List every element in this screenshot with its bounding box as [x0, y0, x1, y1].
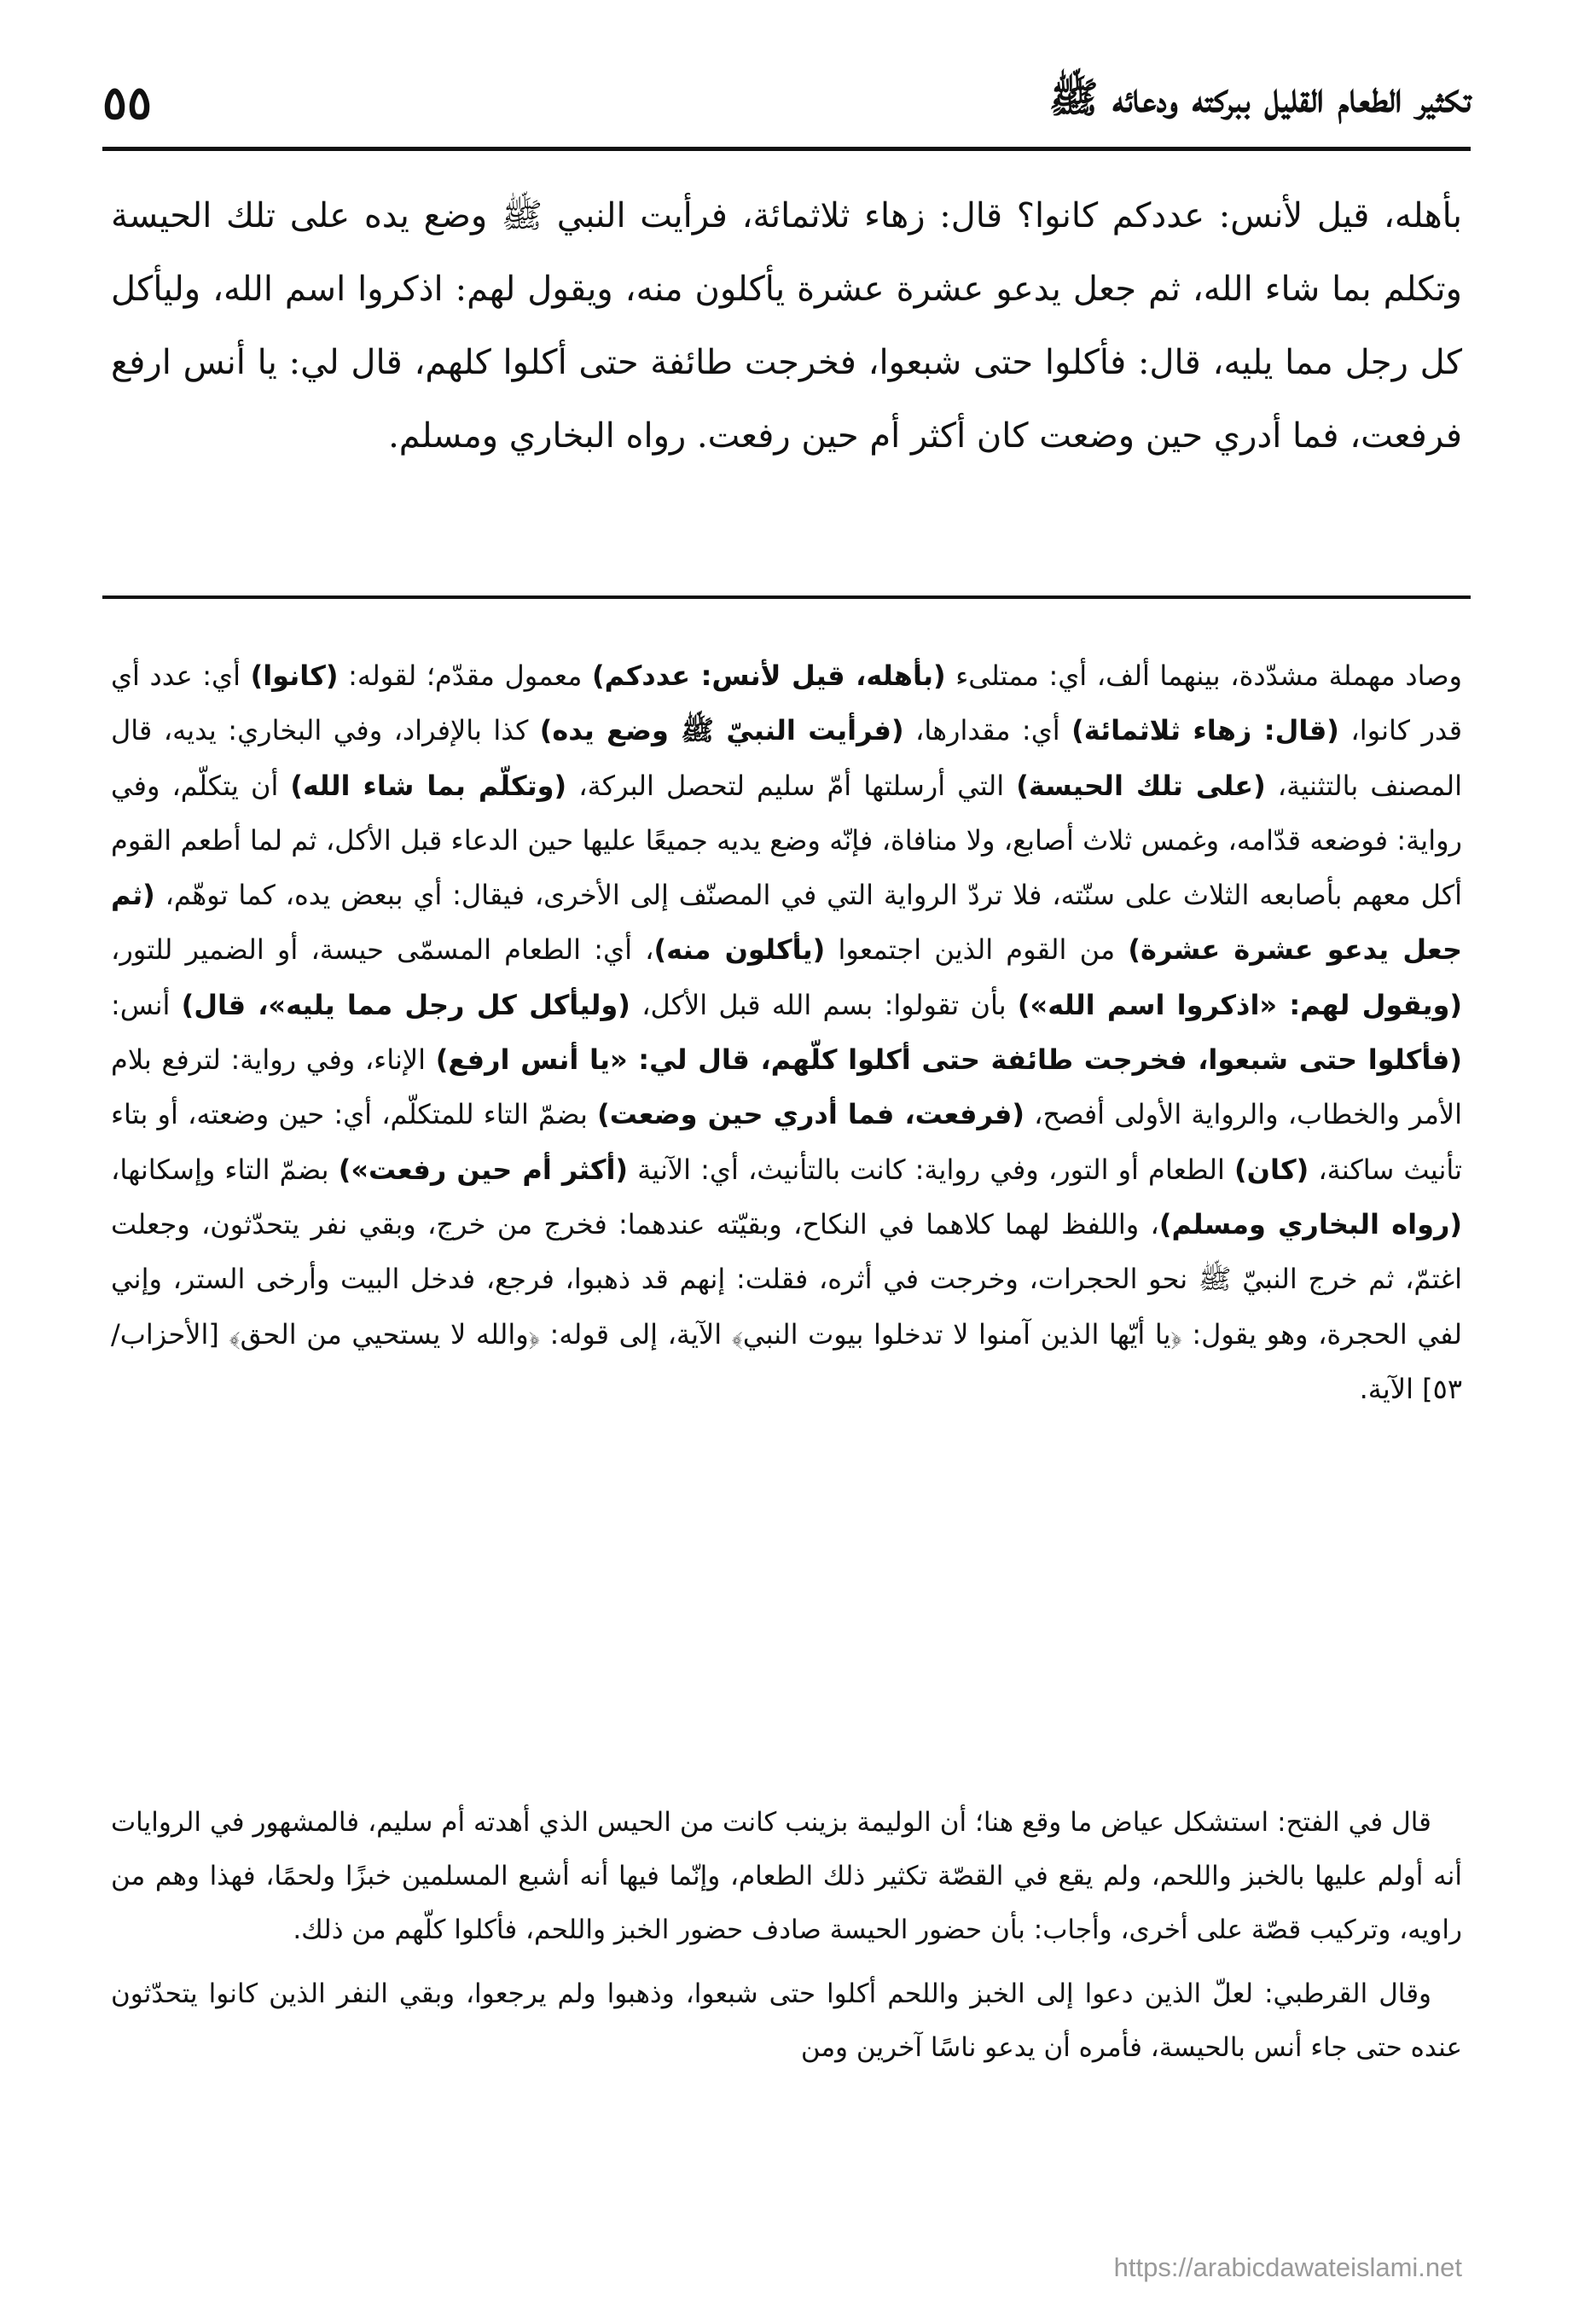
commentary-quote: (وليأكل كل رجل مما يليه»، قال): [181, 988, 630, 1021]
commentary-segment: بضمّ التاء وإسكانها،: [111, 1153, 339, 1186]
commentary-quote: (كان): [1234, 1153, 1309, 1186]
paragraph-qurtubi: وقال القرطبي: لعلّ الذين دعوا إلى الخبز واللحم أكلوا حتى شبعوا، وذهبوا ولم يرجعوا، وبقي النفر الذين كانوا يتحدّثون عنده حتى جاء أنس بالحيسة، فأمره أن يدعو ناسًا آخرين ومن: [111, 1978, 1462, 2063]
commentary-segment: وصاد مهملة مشدّدة، بينهما ألف، أي: ممتلىء: [945, 659, 1463, 692]
commentary-segment: ، أي: الطعام المسمّى حيسة، أو الضمير للتور،: [111, 933, 654, 967]
commentary-segment: ، واللفظ لهما كلاهما في النكاح، وبقيّته عندهما: فخرج من خرج، وبقي نفر يتحدّثون، وجعلت اغتمّ، ثم خرج النبيّ ﷺ نحو الحجرات، وخرجت في أثره، فقلت: إنهم قد ذهبوا، فرجع، فدخل البيت وأرخى الستر، وإني لفي الحجرة، وهو يقول: ﴿يا أيّها الذين آمنوا لا تدخلوا بيوت النبي﴾ الآية، إلى قوله: ﴿والله لا يستحيي من الحق﴾ [الأحزاب/٥٣] الآية.: [111, 1207, 1462, 1405]
commentary-quote: (على تلك الحيسة): [1016, 769, 1266, 802]
commentary-quote: (قال: زهاء ثلاثمائة): [1071, 714, 1339, 747]
section-divider: [102, 596, 1471, 599]
commentary-quote: (يأكلون منه): [653, 933, 826, 967]
commentary-segment: أنس:: [111, 988, 182, 1021]
paragraph-fath: قال في الفتح: استشكل عياض ما وقع هنا؛ أن الوليمة بزينب كانت من الحيس الذي أهدته أم سليم، فالمشهور في الروايات أنه أولم عليها بالخبز واللحم، ولم يقع في القصّة تكثير ذلك الطعام، وإنّما فيها أنه أشبع المسلمين خبزًا ولحمًا، فهذا وهم من راويه، وتركيب قصّة على أخرى، وأجاب: بأن حضور الحيسة صادف حضور الخبز واللحم، فأكلوا كلّهم من ذلك.: [111, 1807, 1462, 1945]
commentary-quote: (فرأيت النبيّ ﷺ وضع يده): [539, 714, 904, 747]
commentary-quote: (ثم جعل يدعو عشرة عشرة): [111, 879, 1463, 967]
commentary-segment: بضمّ التاء للمتكلّم، أي: حين وضعته، أو بتاء تأنيث ساكنة،: [111, 1098, 1463, 1186]
page-number: ٥٥: [102, 75, 153, 130]
commentary-quote: (بأهله، قيل لأنس: عددكم): [591, 659, 946, 692]
commentary-quote: (رواه البخاري ومسلم): [1158, 1207, 1463, 1240]
commentary-quote: (وتكلّم بما شاء الله): [290, 769, 567, 802]
commentary-quote: (أكثر أم حين رفعت»): [338, 1153, 629, 1186]
commentary-segment: التي أرسلتها أمّ سليم لتحصل البركة،: [566, 769, 1017, 802]
commentary-text: [111, 648, 1462, 1740]
commentary-segment: أي: مقدارها،: [903, 714, 1072, 747]
commentary-quote: (ويقول لهم: «اذكروا اسم الله»): [1017, 988, 1463, 1021]
hadith-text: بأهله، قيل لأنس: عددكم كانوا؟ قال: زهاء ثلاثمائة، فرأيت النبي ﷺ وضع يده على تلك الحيسة وتكلم بما شاء الله، ثم جعل يدعو عشرة عشرة يأكلون منه، ويقول لهم: اذكروا اسم الله، وليأكل كل رجل مما يليه، قال: فأكلوا حتى شبعوا، فخرجت طائفة حتى أكلوا كلهم، قال لي: يا أنس ارفع فرفعت، فما أدري حين وضعت كان أكثر أم حين رفعت. رواه البخاري ومسلم.: [111, 196, 1462, 456]
commentary-segment: بأن تقولوا: بسم الله قبل الأكل،: [630, 988, 1018, 1021]
commentary-quote: (كانوا): [250, 659, 339, 692]
commentary-quote: (فأكلوا حتى شبعوا، فخرجت طائفة حتى أكلوا كلّهم، قال لي: «يا أنس ارفع): [435, 1043, 1463, 1077]
page-header: [102, 60, 1471, 145]
commentary-segment: من القوم الذين اجتمعوا: [825, 933, 1129, 967]
further-commentary: [111, 1796, 1462, 2154]
running-title: تكثير الطعام القليل ببركته ودعائه ﷺ: [1048, 73, 1471, 122]
commentary-segment: الإناء، وفي رواية: لترفع بلام الأمر والخطاب، والرواية الأولى أفصح،: [111, 1043, 1463, 1131]
commentary-segment: أن يتكلّم، وفي رواية: فوضعه قدّامه، وغمس ثلاث أصابع، ولا منافاة، فإنّه وضع يديه جميعًا عليها حين الدعاء قبل الأكل، ثم لما أطعم القوم أكل معهم بأصابعه الثلاث على سنّته، فلا تردّ الرواية التي في المصنّف إلى الأخرى، فيقال: أي ببعض يده، كما توهّم،: [111, 769, 1462, 912]
commentary-segment: كذا بالإفراد، وفي البخاري: يديه، قال المصنف بالتثنية،: [111, 714, 1463, 802]
watermark-url: https://arabicdawateislami.net: [1113, 2252, 1462, 2282]
commentary-segment: الطعام أو التور، وفي رواية: كانت بالتأنيث، أي: الآنية: [628, 1153, 1235, 1186]
commentary-segment: معمول مقدّم؛ لقوله:: [338, 659, 592, 692]
commentary-segment: أي: عدد أي قدر كانوا،: [111, 659, 1463, 747]
commentary-quote: (فرفعت، فما أدري حين وضعت): [597, 1098, 1024, 1131]
header-rule: [102, 147, 1471, 151]
